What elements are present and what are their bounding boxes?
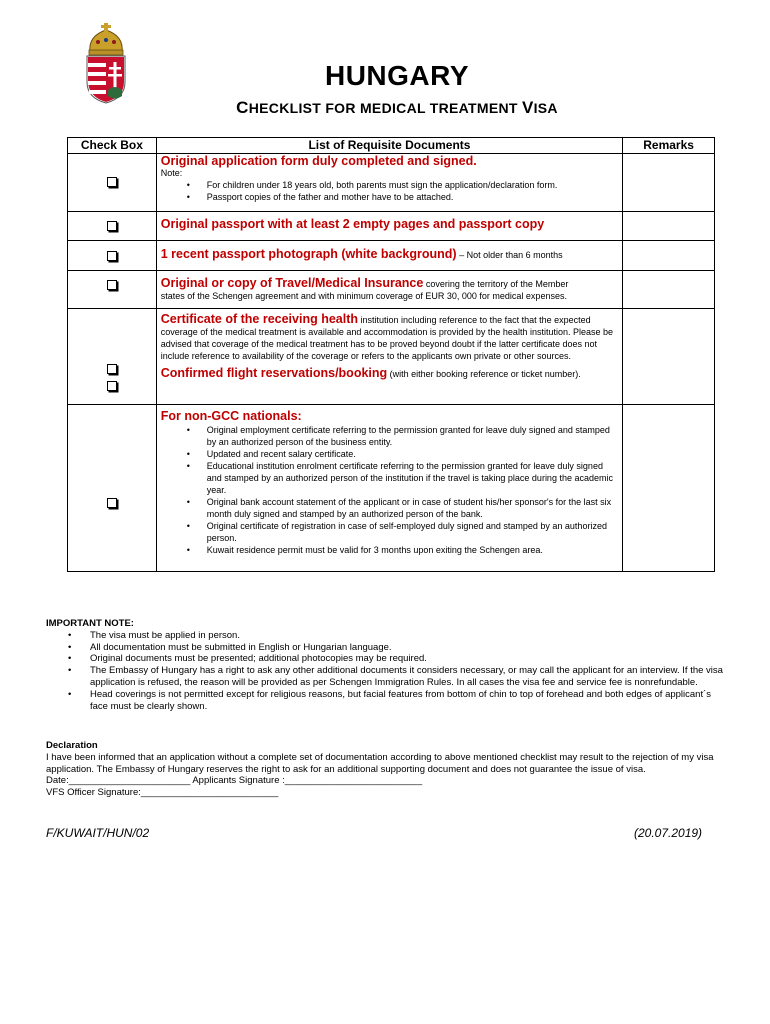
remarks-cell: [623, 212, 715, 241]
table-row: [68, 271, 715, 309]
list-item: • Original bank account statement of the applicant or in case of student his/her sponsor's for the last six month duly signed and stamped by an authorized person of the bank.: [207, 496, 618, 520]
remarks-cell: [623, 309, 715, 405]
subtitle-initial-c: C: [236, 98, 249, 117]
checkbox[interactable]: [107, 364, 117, 374]
checkbox-cell: [68, 154, 157, 212]
list-item: • Passport copies of the father and mother have to be attached.: [207, 191, 618, 203]
document-title: Original passport with at least 2 empty pages and passport copy: [160, 217, 545, 231]
declaration-text: I have been informed that an application without a complete set of documentation according to above mentioned checklist may result to the rejection of my visa application. The Embassy of Hungary reserves the right to ask for an additional supporting document and does not guarantee the issue of visa.: [46, 751, 714, 775]
important-note-heading: IMPORTANT NOTE:: [46, 618, 134, 629]
form-date: (20.07.2019): [634, 826, 703, 840]
page-title: HUNGARY: [324, 60, 470, 91]
checkbox[interactable]: [107, 177, 117, 187]
list-item: • All documentation must be submitted in English or Hungarian language.: [90, 642, 730, 654]
document-cell: [156, 241, 622, 271]
table-row: [68, 212, 715, 241]
table-header-row: [68, 138, 715, 154]
table-row: [68, 405, 715, 572]
checkbox[interactable]: [107, 280, 117, 290]
list-item: • The visa must be applied in person.: [90, 630, 730, 642]
checkbox-cell: [68, 241, 157, 271]
non-gcc-list: [161, 424, 618, 556]
document-cell: [156, 154, 622, 212]
health-certificate-text: [161, 313, 618, 362]
checklist-table: [67, 137, 715, 572]
document-cell: [156, 271, 622, 309]
list-item: • Original certificate of registration in case of self-employed duly signed and stamped by an authorized person.: [207, 520, 618, 544]
subtitle-initial-v: V: [521, 98, 534, 117]
list-item: • Educational institution enrolment certificate referring to the permission granted for leave duly signed and stamped by an authorized person of the institution if the travel is taking place during the academic year.: [207, 460, 618, 496]
checkbox-cell: [68, 212, 157, 241]
list-item: • Original documents must be presented; additional photocopies may be required.: [90, 653, 730, 665]
document-detail: covering the territory of the Member: [423, 279, 569, 289]
checkbox[interactable]: [107, 498, 117, 508]
important-note-list: [46, 630, 730, 713]
list-item: • The Embassy of Hungary has a right to ask any other additional documents it considers necessary, or may call the applicant for an interview. If the visa application is refused, the reason will be provided as per Schengen Immigration Rules. In all cases the visa fee and service fee is nonrefundable.: [90, 665, 730, 689]
remarks-cell: [623, 154, 715, 212]
document-cell: [156, 405, 622, 572]
flight-reservation-text: [161, 367, 618, 380]
form-code: F/KUWAIT/HUN/02: [46, 826, 150, 840]
checkbox-cell: [68, 405, 157, 572]
checkbox-cell: [68, 271, 157, 309]
important-note-section: [46, 618, 730, 712]
table-row: [68, 154, 715, 212]
remarks-cell: [623, 405, 715, 572]
document-title: Original or copy of Travel/Medical Insurance: [160, 276, 424, 290]
table-row: [68, 241, 715, 271]
document-title: Certificate of the receiving health: [160, 312, 359, 326]
document-detail: (with either booking reference or ticket number).: [387, 369, 581, 379]
subtitle-middle: HECKLIST FOR MEDICAL TREATMENT: [248, 100, 522, 116]
declaration-heading: Declaration: [46, 740, 98, 751]
note-list: [161, 179, 618, 203]
list-item: • Kuwait residence permit must be valid for 3 months upon exiting the Schengen area.: [207, 544, 618, 556]
document-title: Confirmed flight reservations/booking: [160, 366, 388, 380]
note-label: Note:: [160, 168, 183, 178]
column-header-remarks: Remarks: [623, 138, 715, 154]
remarks-cell: [623, 271, 715, 309]
list-item: • For children under 18 years old, both parents must sign the application/declaration form.: [207, 179, 618, 191]
document-cell: [156, 212, 622, 241]
document-detail: institution including reference to the fact that the expected coverage of the medical treatment is available and accommodation is provided by the health institution. Please be advised that coverage of the medical treatment has to be proved beyond doubt if the latter certificate does not include reference to availability of the coverage or refers to the applicants own private or other sources.: [160, 315, 613, 361]
document-detail: – Not older than 6 months: [456, 250, 563, 260]
checkbox[interactable]: [107, 221, 117, 231]
list-item: • Updated and recent salary certificate.: [207, 448, 618, 460]
checkbox-cell: [68, 309, 157, 405]
document-title: Original application form duly completed and signed.: [160, 154, 477, 168]
date-signature-line: Date:_______________________ Applicants Signature :__________________________: [46, 775, 423, 787]
vfs-officer-signature-line: VFS Officer Signature:__________________________: [46, 787, 279, 799]
column-header-documents: List of Requisite Documents: [156, 138, 622, 154]
document-title: 1 recent passport photograph (white background): [160, 247, 457, 261]
list-item: • Head coverings is not permitted except for religious reasons, but facial features from bottom of chin to top of forehead and both edges of applicant´s face must be clearly shown.: [90, 689, 730, 713]
declaration-section: [46, 740, 730, 799]
subtitle-end: ISA: [533, 100, 558, 116]
table-row: [68, 309, 715, 405]
document-detail-line2: states of the Schengen agreement and with minimum coverage of EUR 30, 000 for medical expenses.: [160, 291, 567, 301]
column-header-check-box: Check Box: [68, 138, 157, 154]
checkbox[interactable]: [107, 381, 117, 391]
page-subtitle: [12, 98, 770, 118]
document-title: For non-GCC nationals:: [160, 409, 302, 423]
list-item: • Original employment certificate referring to the permission granted for leave duly signed and stamped by an authorized person of the business entity.: [207, 424, 618, 448]
remarks-cell: [623, 241, 715, 271]
checkbox[interactable]: [107, 251, 117, 261]
document-cell: [156, 309, 622, 405]
